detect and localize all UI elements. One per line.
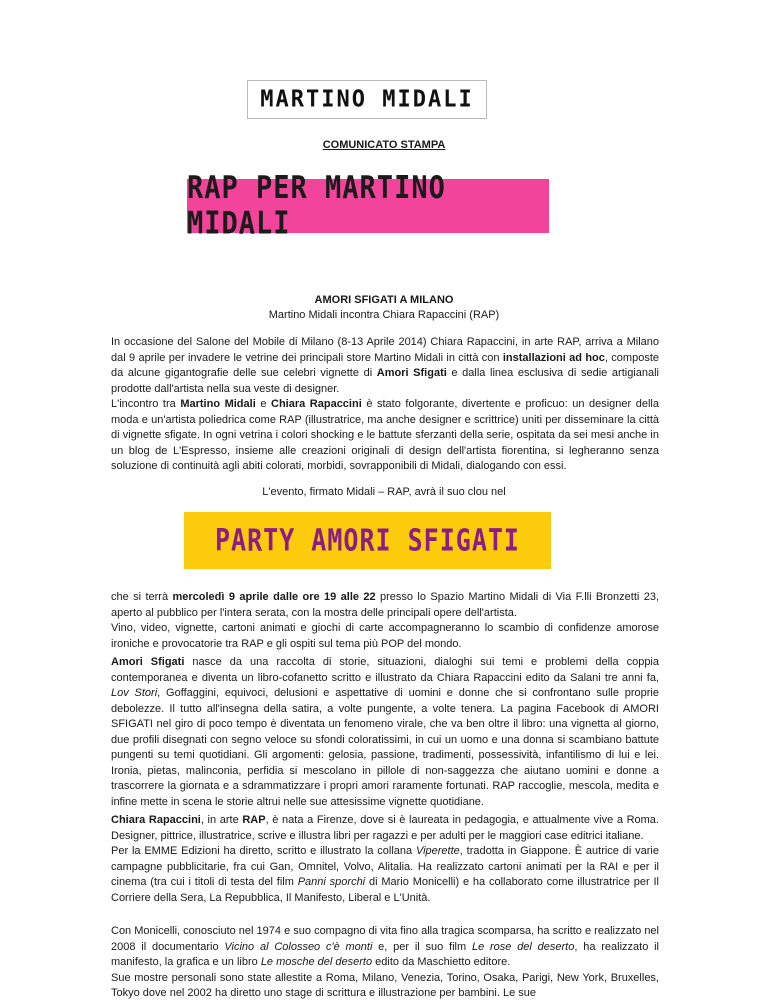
amori-sfigati-paragraph: Amori Sfigati nasce da una raccolta di storie, situazioni, dialoghi sui temi e problemi della coppia contemporanea e diventa un libro-cofanetto scritto e illustrato da Chiara Rapaccini edito da Salani tre anni fa, Lov Stori, Goffaggini, equivoci, delusioni e aspettative di uomini e donne che si confrontano sulle proprie debolezze. Il tutto all'insegna della satira, a volte pungente, a volte tenera. La pagina Facebook di AMORI SFIGATI nel giro di poco tempo è diventata un fenomeno virale, che va ben oltre il libro: una vignetta al giorno, due profili disegnati con segno veloce su sfondi coloratissimi, in cui un uomo e una donna si scambiano battute pungenti su temi quotidiani. Gli argomenti: gelosia, passione, tradimenti, possessività, infantilismo di lui e lei. Ironia, pietas, malinconia, perfidia si mescolano in pillole di non-saggezza che aiutano uomini e donne a trascorrere la giornata e a sdrammatizzare i propri amori raramente fortunati. RAP raccoglie, mescola, medita e infine mette in scena le storie altrui nelle sue attesissime vignette quotidiane. [111,656,659,808]
intro-paragraph: In occasione del Salone del Mobile di Milano (8-13 Aprile 2014) Chiara Rapaccini, in arte RAP, arriva a Milano dal 9 aprile per invadere le vetrine dei principali store Martino Midali in città con installazioni ad hoc, composte da alcune gigantografie delle sue celebri vignette di Amori Sfigati e dalla linea esclusiva di sedie artigianali prodotte dall'artista nella sua veste di designer. L'incontro tra Martino Midali e Chiara Rapaccini è stato folgorante, divertente e proficuo: un designer della moda e un'artista poliedrica come RAP (illustratrice, ma anche designer e scrittrice) uniti per disseminare la città di vignette sfigate. In ogni vetrina i colori shocking e le battute sferzanti della serie, ospitata da sei mesi anche in un blog de L'Espresso, insieme alle creazioni originali di design dell'artista fiorentina, si legheranno senza soluzione di continuità agli abiti colorati, morbidi, sovrapponibili di Midali, dialogando con essi. [111,336,659,472]
party-banner-text: PARTY AMORI SFIGATI [215,523,520,558]
monicelli-paragraph: Con Monicelli, conosciuto nel 1974 e suo compagno di vita fino alla tragica scomparsa, ha scritto e realizzato nel 2008 il documentario Vicino al Colosseo c'è monti e, per il suo film Le rose del deserto, ha realizzato il manifesto, la grafica e un libro Le mosche del deserto edito da Maschietto editore. Sue mostre personali sono state allestite a Roma, Milano, Venezia, Torino, Osaka, Parigi, New York, Bruxelles, Tokyo dove nel 2002 ha diretto uno stage di scrittura e illustrazione per bambini. Le sue [111,925,660,999]
rap-banner [187,170,549,242]
biography-paragraph: Chiara Rapaccini, in arte RAP, è nata a Firenze, dove si è laureata in pedagogia, e attualmente vive a Roma. Designer, pittrice, illustratrice, scrive e illustra libri per ragazzi e per adulti per le maggiori case editrici italiane. Per la EMME Edizioni ha diretto, scritto e illustrato la collana Viperette, tradotta in Giappone. È autrice di varie campagne pubblicitarie, fra cui Gan, Omnitel, Volvo, Alitalia. Ha realizzato cartoni animati per la RAI e per il cinema (tra cui i titoli di testa del film Panni sporchi di Mario Monicelli) e ha collaborato come illustratrice per Il Corriere della Sera, La Repubblica, Il Manifesto, Liberal e L'Unità. [111,814,659,904]
event-intro-line: L'evento, firmato Midali – RAP, avrà il suo clou nel [262,486,506,498]
party-paragraph: che si terrà mercoledì 9 aprile dalle ore 19 alle 22 presso lo Spazio Martino Midali di Via F.lli Bronzetti 23, aperto al pubblico per l'intera serata, con la mostra delle principali opere dell'artista. Vino, video, vignette, cartoni animati e giochi di carte accompagneranno lo scambio di confidenze amorose ironiche e provocatorie tra RAP e gli ospiti sul tema più POP del mondo. [111,591,660,650]
headline: AMORI SFIGATI A MILANO [314,294,454,306]
press-release-title: COMUNICATO STAMPA [322,139,446,151]
rap-banner-text: RAP PER MARTINO MIDALI [187,170,446,242]
martino-midali-logo [247,80,487,119]
subheadline: Martino Midali incontra Chiara Rapaccini (RAP) [268,309,500,321]
logo-text: MARTINO MIDALI [260,86,474,113]
party-banner [184,512,551,569]
